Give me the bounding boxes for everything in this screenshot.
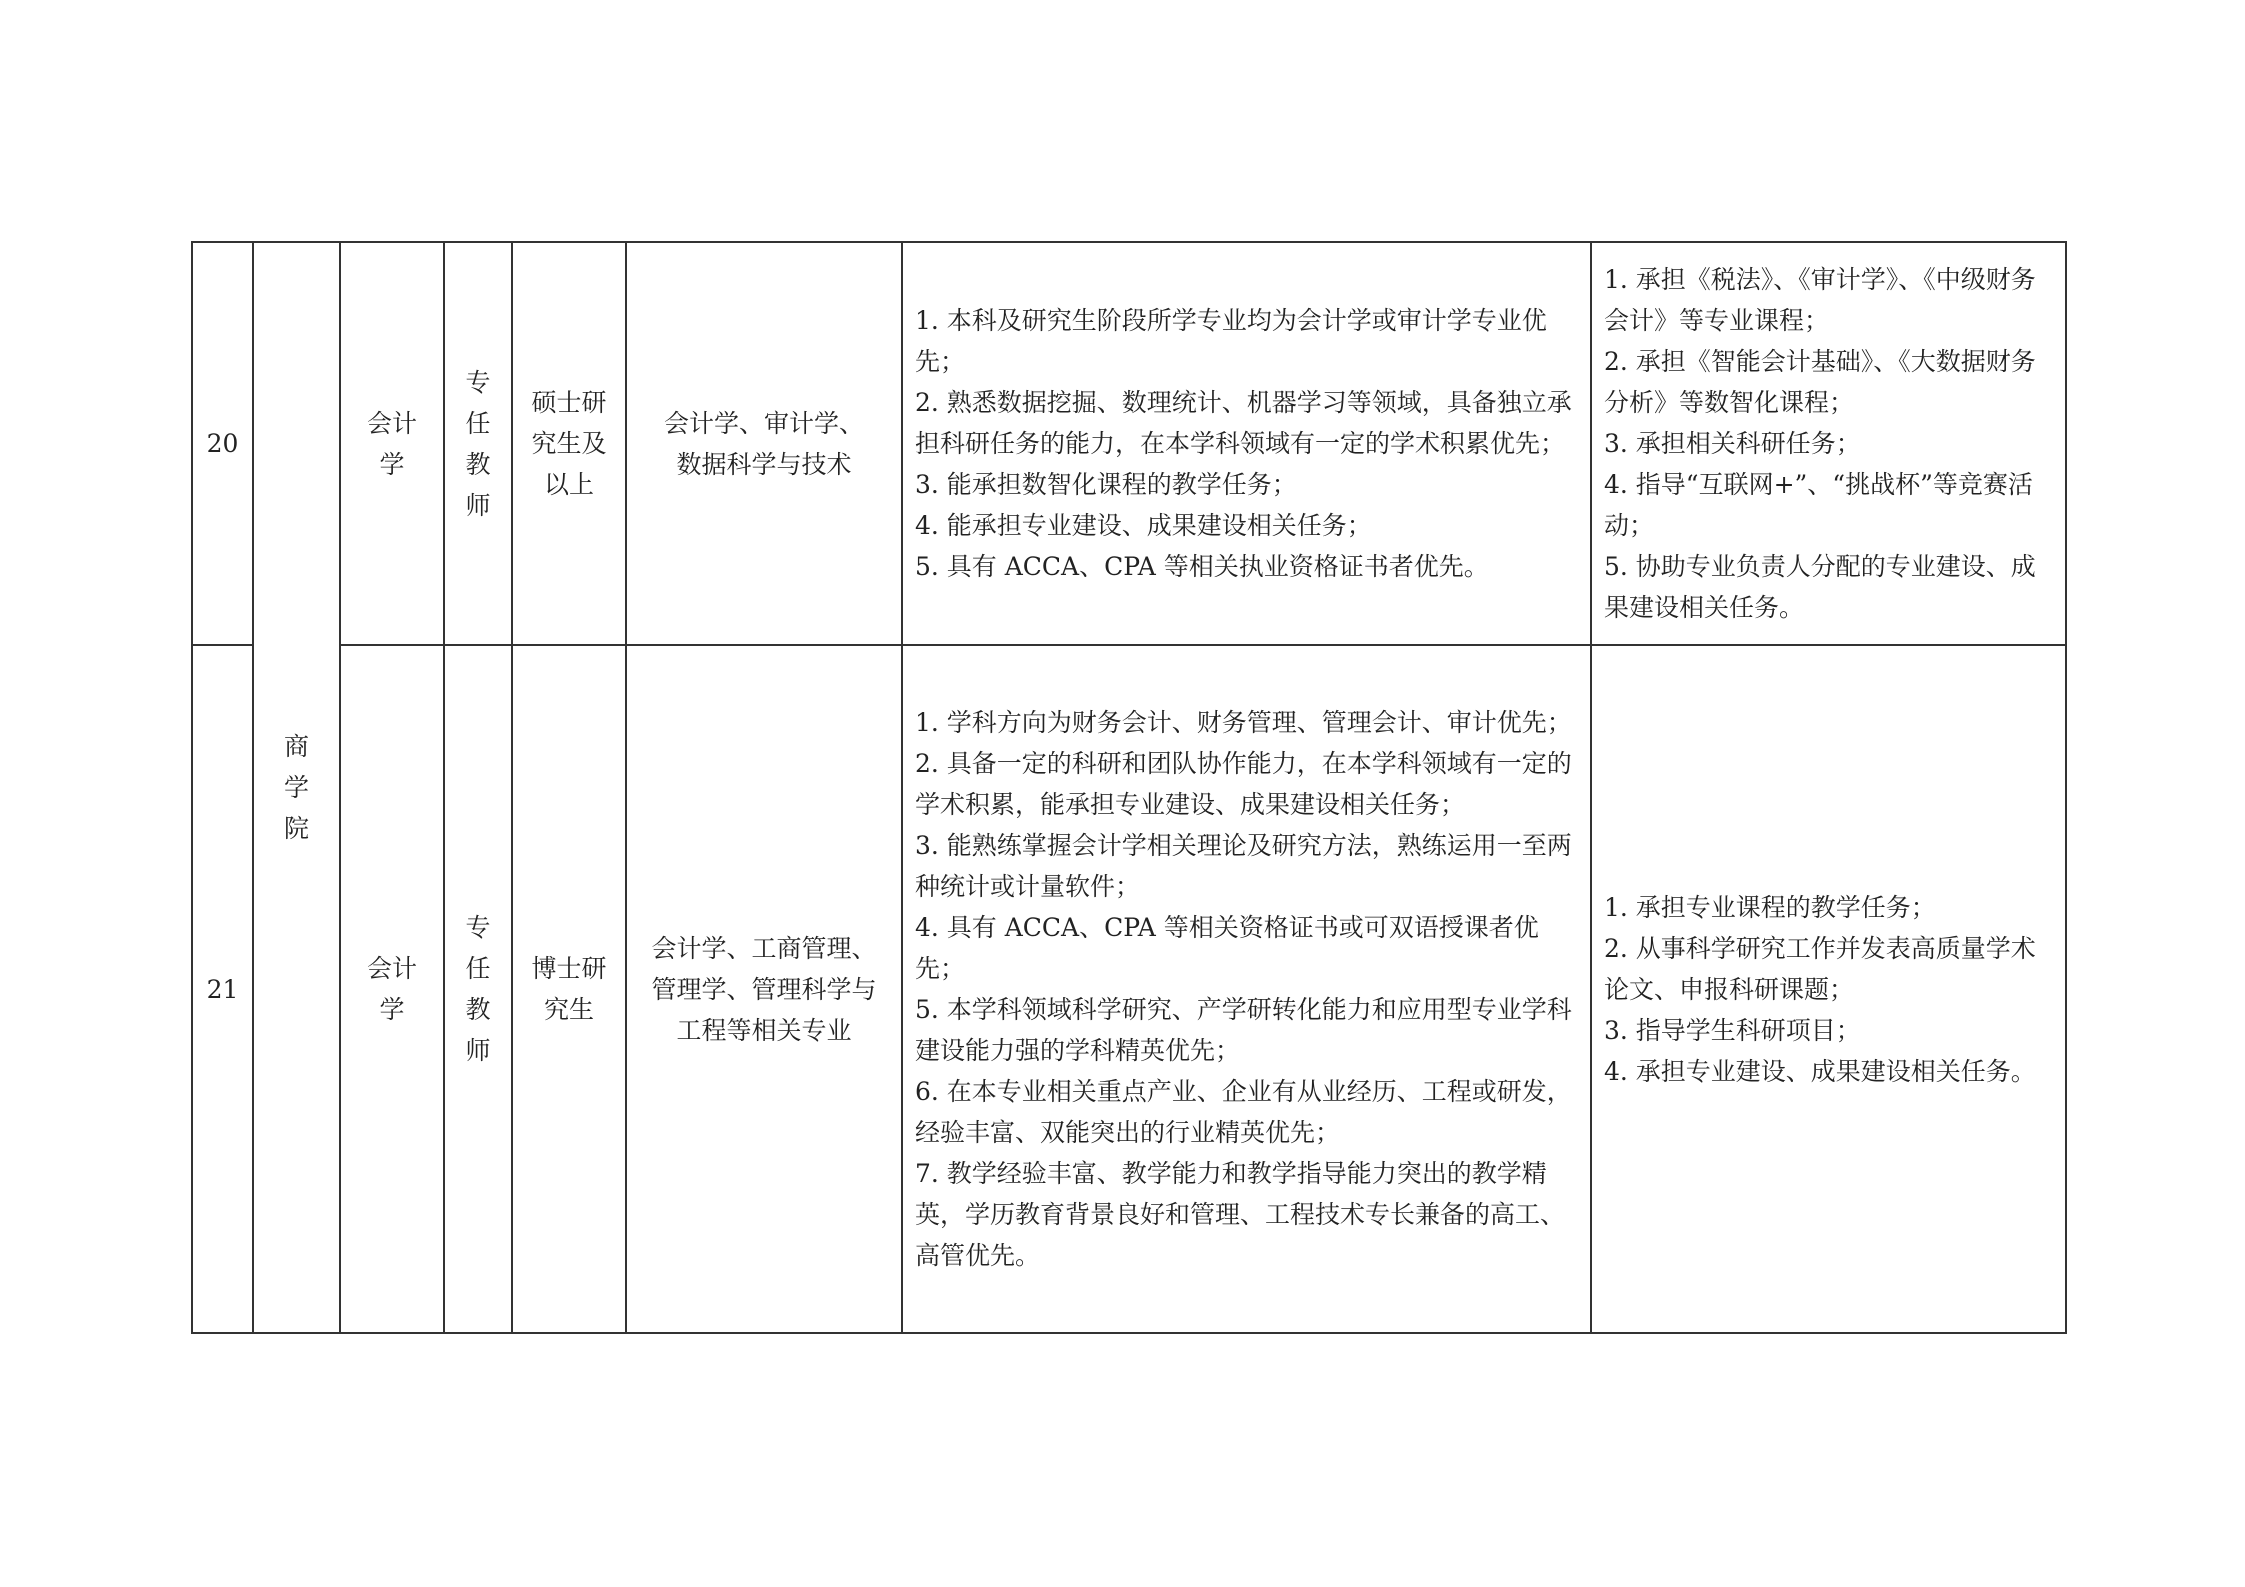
discipline-text: 会计学、审计学、数据科学与技术 <box>663 408 864 479</box>
requirements-cell <box>902 645 1591 1333</box>
row-number: 20 <box>192 242 253 645</box>
duty-item: 1. 承担《税法》、《审计学》、《中级财务会计》等专业课程； <box>1604 265 2036 335</box>
major-name: 会计学 <box>366 408 417 479</box>
education-level: 博士研究生 <box>531 954 607 1024</box>
requirement-item: 5. 本学科领域科学研究、产学研转化能力和应用型专业学科建设能力强的学科精英优先； <box>915 995 1572 1065</box>
requirement-item: 1. 学科方向为财务会计、财务管理、管理会计、审计优先； <box>915 708 1572 737</box>
duty-item: 2. 从事科学研究工作并发表高质量学术论文、申报科研课题； <box>1604 933 2036 1004</box>
requirement-item: 4. 具有 ACCA、CPA 等相关资格证书或可双语授课者优先； <box>915 913 1539 983</box>
college-name: 商学院 <box>283 732 309 843</box>
duty-item: 4. 承担专业建设、成果建设相关任务。 <box>1604 1056 2036 1086</box>
position-name: 专任教师 <box>465 367 491 520</box>
requirement-item: 4. 能承担专业建设、成果建设相关任务； <box>915 511 1372 540</box>
table-row <box>192 645 2066 1333</box>
education-cell <box>512 645 626 1333</box>
duty-item: 1. 承担专业课程的教学任务； <box>1604 892 1936 922</box>
recruitment-table <box>191 241 2067 1334</box>
duty-item: 2. 承担《智能会计基础》、《大数据财务分析》等数智化课程； <box>1604 347 2036 417</box>
major-name: 会计学 <box>366 954 417 1024</box>
requirements-cell <box>902 242 1591 645</box>
discipline-cell <box>626 242 902 645</box>
major-cell <box>340 242 444 645</box>
requirement-item: 3. 能熟练掌握会计学相关理论及研究方法，熟练运用一至两种统计或计量软件； <box>915 831 1572 901</box>
major-cell <box>340 645 444 1333</box>
duty-item: 3. 承担相关科研任务； <box>1604 429 1861 458</box>
requirement-item: 6. 在本专业相关重点产业、企业有从业经历、工程或研发，经验丰富、双能突出的行业精英优先； <box>915 1077 1572 1147</box>
duties-cell <box>1591 645 2066 1333</box>
discipline-cell <box>626 645 902 1333</box>
duty-item: 5. 协助专业负责人分配的专业建设、成果建设相关任务。 <box>1604 552 2036 622</box>
requirement-item: 1. 本科及研究生阶段所学专业均为会计学或审计学专业优先； <box>915 306 1547 376</box>
discipline-text: 会计学、工商管理、管理学、管理科学与工程等相关专业 <box>651 933 877 1045</box>
requirement-item: 7. 教学经验丰富、教学能力和教学指导能力突出的教学精英，学历教育背景良好和管理、工程技术专长兼备的高工、高管优先。 <box>915 1159 1566 1270</box>
duty-item: 3. 指导学生科研项目； <box>1604 1015 1861 1045</box>
duty-item: 4. 指导“互联网+”、“挑战杯”等竞赛活动； <box>1604 470 2033 540</box>
requirement-item: 5. 具有 ACCA、CPA 等相关执业资格证书者优先。 <box>915 552 1489 581</box>
requirement-item: 2. 熟悉数据挖掘、数理统计、机器学习等领域，具备独立承担科研任务的能力，在本学科领域有一定的学术积累优先； <box>915 388 1572 458</box>
duties-cell <box>1591 242 2066 645</box>
requirement-item: 3. 能承担数智化课程的教学任务； <box>915 470 1297 499</box>
education-level: 硕士研究生及以上 <box>531 388 607 499</box>
college-cell <box>253 242 340 1333</box>
position-name: 专任教师 <box>465 913 491 1065</box>
education-cell <box>512 242 626 645</box>
position-cell <box>444 242 512 645</box>
table-row <box>192 242 2066 645</box>
position-cell <box>444 645 512 1333</box>
row-number: 21 <box>192 645 253 1333</box>
requirement-item: 2. 具备一定的科研和团队协作能力，在本学科领域有一定的学术积累，能承担专业建设、成果建设相关任务； <box>915 749 1572 819</box>
